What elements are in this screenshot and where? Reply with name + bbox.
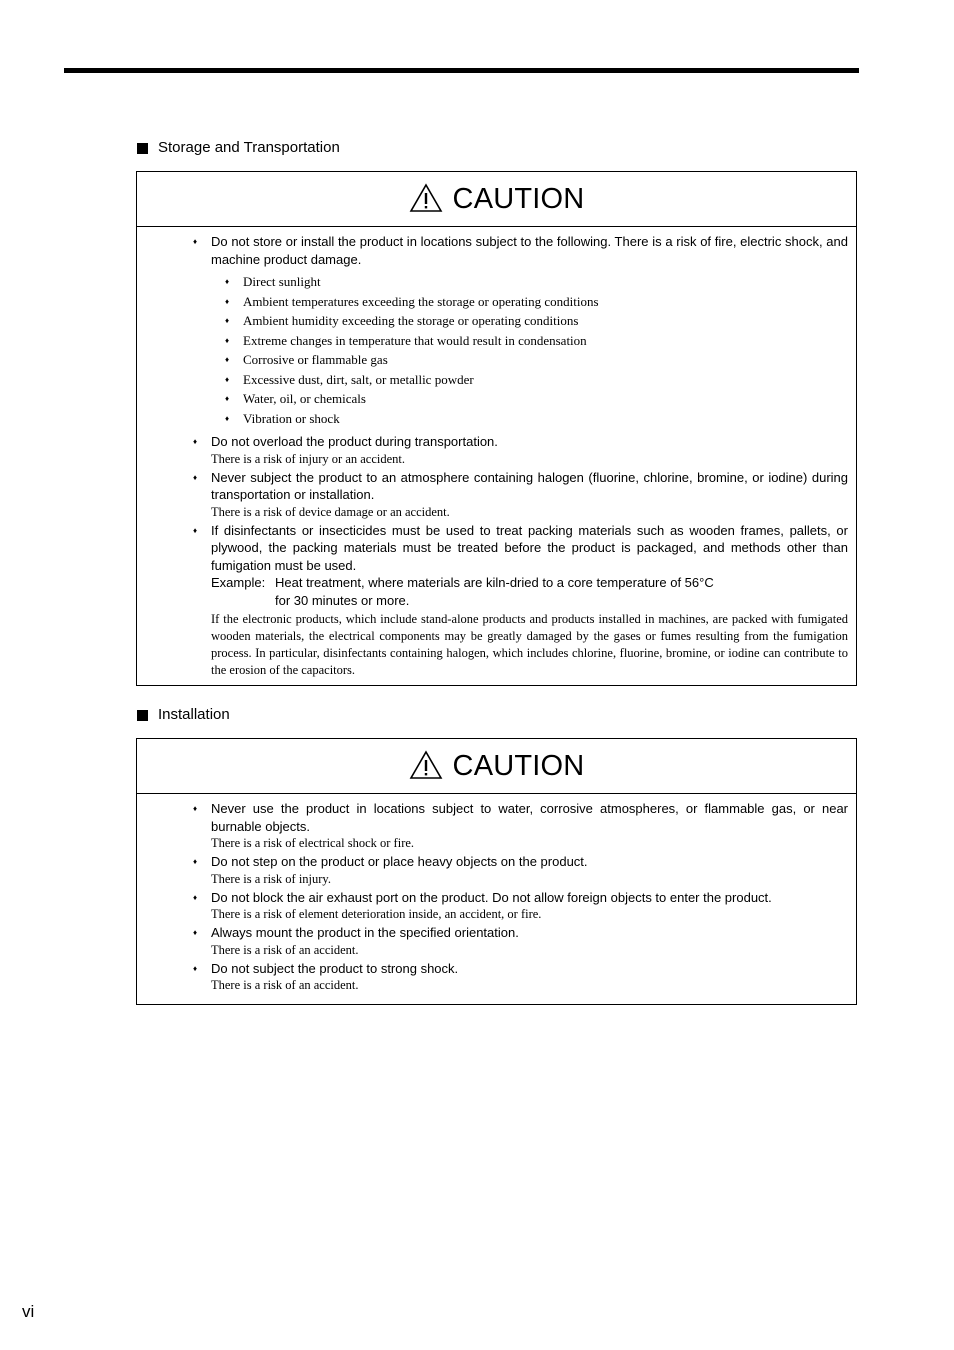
diamond-bullet-icon: ♦ — [225, 316, 230, 325]
diamond-bullet-icon: ♦ — [193, 804, 198, 813]
list-item — [193, 960, 848, 995]
example-line: Heat treatment, where materials are kiln-dried to a core temperature of 56°C — [275, 575, 714, 590]
item-text: Do not store or install the product in locations subject to the following. There is a risk of fire, electric shock, and machine product damage. — [211, 234, 848, 267]
sub-list-item: ♦ Water, oil, or chemicals — [211, 389, 848, 409]
diamond-bullet-icon: ♦ — [225, 296, 230, 306]
item-text: Do not subject the product to strong shock. — [211, 960, 459, 976]
caution-body — [137, 227, 856, 686]
item-note: There is a risk of electrical shock or fire. — [211, 836, 415, 850]
diamond-bullet-icon: ♦ — [193, 857, 198, 866]
section-heading-installation — [137, 706, 230, 724]
list-item — [193, 889, 848, 924]
sub-list-item: ♦ Extreme changes in temperature that would result in condensation — [211, 331, 848, 351]
section-heading-storage — [137, 139, 340, 157]
caution-title: CAUTION — [452, 182, 585, 215]
item-note: There is a risk of injury. — [211, 871, 331, 886]
caution-box-storage — [136, 171, 857, 686]
list-item — [193, 469, 848, 521]
caution-title: CAUTION — [452, 749, 585, 782]
diamond-bullet-icon: ♦ — [193, 928, 198, 937]
diamond-bullet-icon: ♦ — [225, 394, 230, 403]
list-item — [193, 522, 848, 680]
item-note: There is a risk of element deterioration inside, an accident, or fire. — [211, 907, 542, 921]
diamond-bullet-icon: ♦ — [193, 472, 198, 482]
sub-list-item: ♦ Ambient temperatures exceeding the storage or operating conditions — [211, 292, 848, 312]
header-rule — [64, 68, 859, 73]
page-number: vi — [22, 1302, 35, 1321]
item-text: Never subject the product to an atmosphere containing halogen (fluorine, chlorine, bromine, or iodine) during transportation or installation. — [211, 469, 848, 502]
diamond-bullet-icon: ♦ — [193, 237, 198, 246]
item-text: Do not step on the product or place heavy objects on the product. — [211, 854, 588, 869]
list-item — [193, 853, 848, 888]
example-label: Example: — [211, 575, 266, 590]
list-item — [193, 800, 848, 852]
caution-body — [137, 794, 856, 1001]
sub-list-item: ♦ Excessive dust, dirt, salt, or metallic powder — [211, 370, 848, 390]
list-item — [193, 924, 848, 959]
item-note: There is a risk of an accident. — [211, 978, 359, 992]
caution-box-installation — [136, 738, 857, 1005]
item-text: Do not overload the product during transportation. — [211, 434, 498, 449]
square-bullet-icon — [137, 143, 148, 154]
diamond-bullet-icon: ♦ — [193, 525, 198, 535]
item-text: Never use the product in locations subject to water, corrosive atmospheres, or flammable gas, or near burnable objects. — [211, 801, 848, 834]
diamond-bullet-icon: ♦ — [193, 892, 198, 902]
diamond-bullet-icon: ♦ — [225, 277, 230, 286]
item-text: Do not block the air exhaust port on the product. Do not allow foreign objects to enter the product. — [211, 889, 772, 905]
sub-list-item: ♦ Vibration or shock — [211, 409, 848, 429]
section-heading-text: Storage and Transportation — [158, 139, 340, 156]
item-text: Always mount the product in the specified orientation. — [211, 925, 519, 940]
diamond-bullet-icon: ♦ — [225, 335, 230, 345]
diamond-bullet-icon: ♦ — [225, 374, 230, 384]
item-note: There is a risk of injury or an accident. — [211, 451, 406, 466]
example-block — [211, 574, 848, 609]
caution-header — [137, 172, 856, 227]
sub-list-item: ♦ Corrosive or flammable gas — [211, 350, 848, 370]
fumigation-paragraph: If the electronic products, which include stand-alone products and products installed in machines, are packed with fumigated wooden materials, the electrical components may be greatly damaged by the gases or fumes resulting from the fumigation process. In particular, disinfectants containing halogen, which includes chlorine, fluorine, bromine, or iodine can contribute to the erosion of the capacitors. — [211, 612, 848, 677]
caution-header — [137, 739, 856, 794]
list-item — [193, 433, 848, 468]
warning-triangle-icon — [409, 183, 443, 213]
sub-list-item: ♦ Ambient humidity exceeding the storage or operating conditions — [211, 311, 848, 331]
item-note: There is a risk of an accident. — [211, 942, 359, 957]
diamond-bullet-icon: ♦ — [193, 963, 198, 973]
warning-triangle-icon — [409, 750, 443, 780]
item-text: If disinfectants or insecticides must be used to treat packing materials such as wooden frames, pallets, or plywood, the packing materials must be treated before the product is packaged, and methods other than fumigation must be used. — [211, 522, 848, 573]
diamond-bullet-icon: ♦ — [225, 355, 230, 364]
section-heading-text: Installation — [158, 706, 230, 723]
item-note: There is a risk of device damage or an accident. — [211, 504, 450, 519]
example-line: for 30 minutes or more. — [275, 592, 410, 608]
sub-list-item: ♦ Direct sunlight — [211, 272, 848, 292]
list-item — [193, 233, 848, 428]
diamond-bullet-icon: ♦ — [225, 413, 230, 423]
diamond-bullet-icon: ♦ — [193, 437, 198, 446]
square-bullet-icon — [137, 710, 148, 721]
